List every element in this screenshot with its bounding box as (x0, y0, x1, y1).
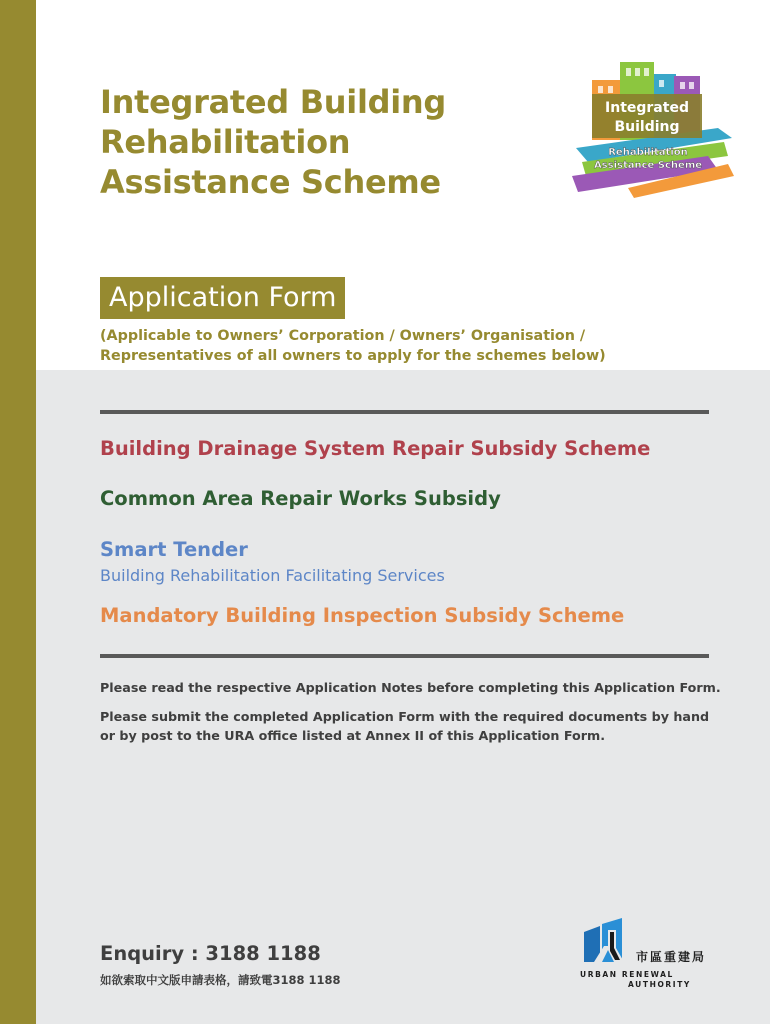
ura-name-chinese: 市區重建局 (636, 950, 707, 964)
ura-emblem-icon (580, 918, 626, 968)
scheme-mandatory-inspection: Mandatory Building Inspection Subsidy Scheme (100, 604, 625, 627)
instruction-note-2 (100, 707, 720, 745)
scheme-smart-tender-subtitle: Building Rehabilitation Facilitating Services (100, 566, 445, 585)
enquiry-hotline: Enquiry : 3188 1188 (100, 942, 321, 965)
logo-text-line1: Integrated (605, 100, 689, 116)
scheme-drainage: Building Drainage System Repair Subsidy Scheme (100, 437, 651, 460)
ura-logo (580, 918, 712, 990)
side-accent-bar (0, 0, 36, 1024)
divider-bottom (100, 654, 709, 658)
instruction-note-1-text: Please read the respective Application Notes before completing this Application Form. (100, 680, 721, 695)
ura-name-english-line1: URBAN RENEWAL (580, 970, 674, 979)
logo-text-line4: Assistance Scheme (593, 160, 703, 171)
instruction-note-2-line-1: Please submit the completed Application Form with the required documents by hand (100, 709, 710, 724)
ibras-logo (568, 58, 740, 200)
title-line-1: Integrated Building (100, 83, 446, 121)
scheme-common-area: Common Area Repair Works Subsidy (100, 487, 501, 510)
ura-name-english-line2: AUTHORITY (628, 980, 691, 989)
instruction-note-2-line-2: or by post to the URA office listed at Annex II of this Application Form. (100, 728, 606, 743)
application-form-label: Application Form (100, 277, 345, 319)
scheme-main-title (100, 82, 520, 202)
instruction-note-1 (100, 678, 720, 697)
logo-text-line2: Building (614, 119, 680, 135)
applicability-line-2: Representatives of all owners to apply for the schemes below) (100, 348, 606, 364)
applicability-note (100, 326, 720, 366)
applicability-line-1: (Applicable to Owners’ Corporation / Owners’ Organisation / (100, 328, 586, 344)
logo-text-line3: Rehabilitation (608, 147, 688, 158)
divider-top (100, 410, 709, 414)
title-line-2: Rehabilitation (100, 123, 351, 161)
scheme-smart-tender: Smart Tender (100, 538, 248, 561)
chinese-version-note: 如欲索取中文版申請表格，請致電3188 1188 (100, 973, 341, 987)
title-line-3: Assistance Scheme (100, 163, 441, 201)
